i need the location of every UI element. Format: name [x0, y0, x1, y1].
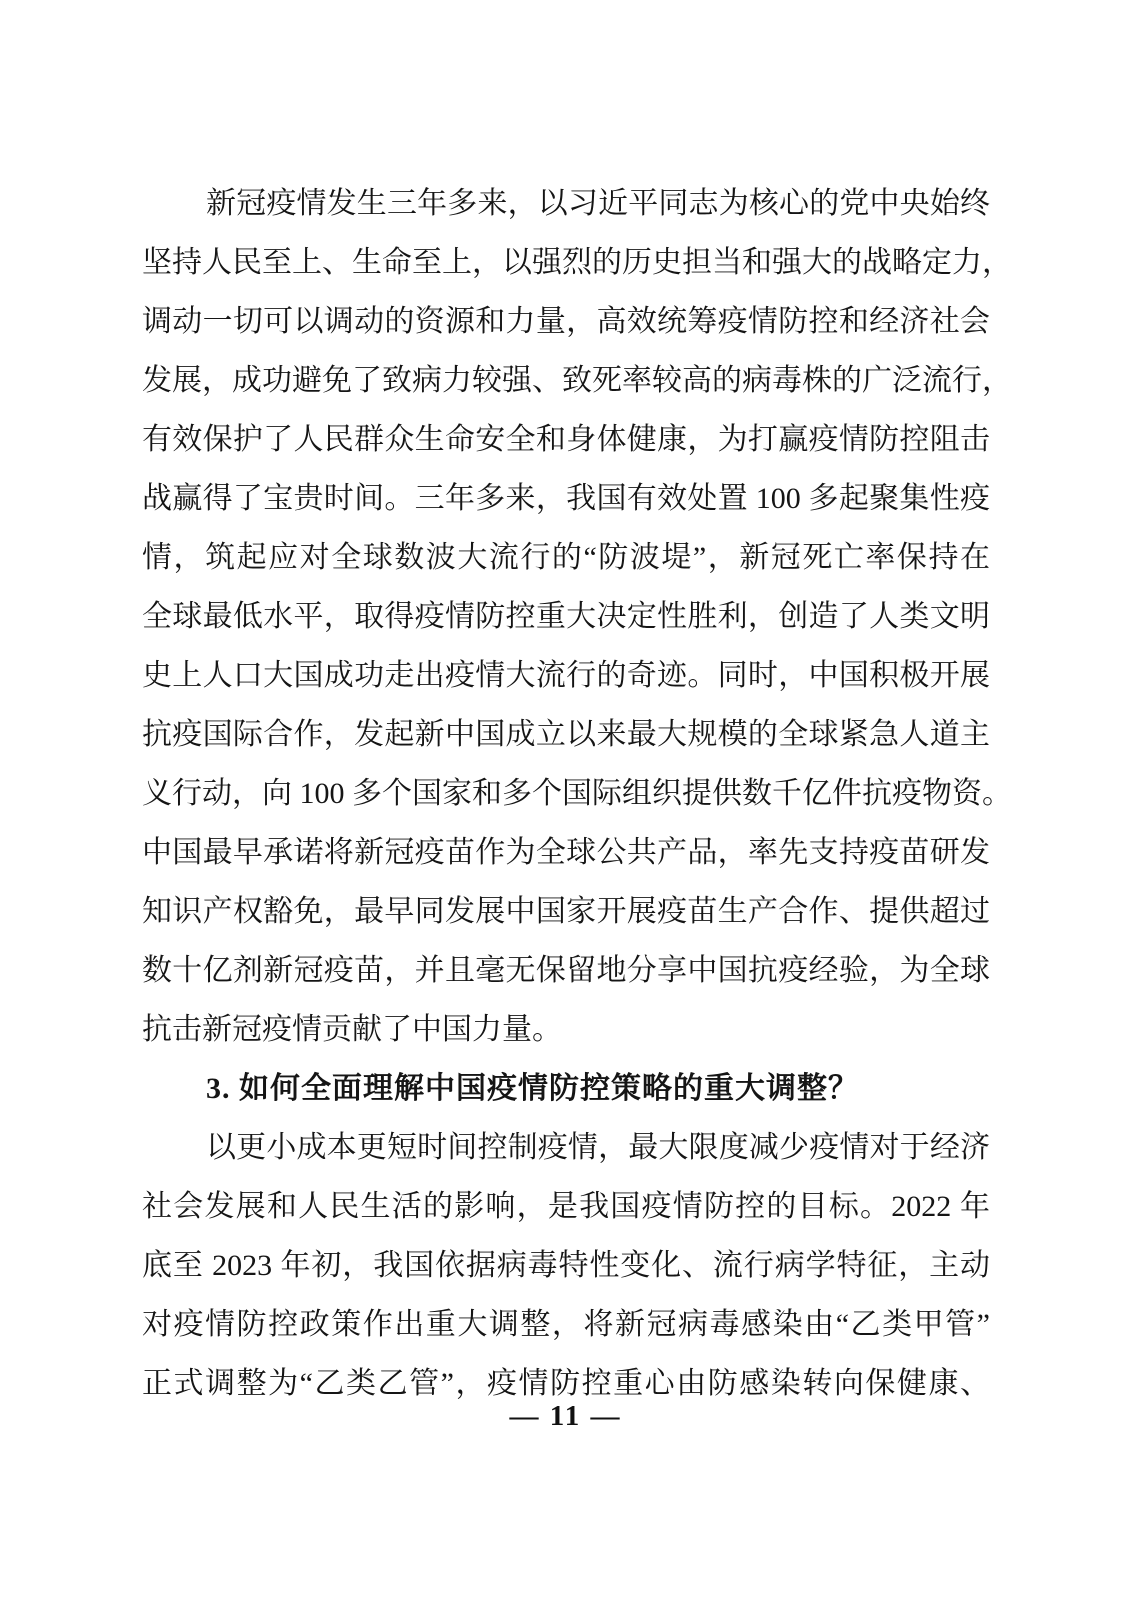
- text-line: 抗击新冠疫情贡献了中国力量。: [142, 1013, 562, 1046]
- text-line: 情，筑起应对全球数波大流行的“防波堤”，新冠死亡率保持在: [142, 541, 990, 574]
- text-line: 坚持人民至上、生命至上，以强烈的历史担当和强大的战略定力，: [142, 246, 1012, 279]
- text-line: 史上人口大国成功走出疫情大流行的奇迹。同时，中国积极开展: [142, 659, 990, 692]
- text-line: 新冠疫情发生三年多来，以习近平同志为核心的党中央始终: [206, 187, 990, 220]
- section-heading: 3. 如何全面理解中国疫情防控策略的重大调整？: [206, 1072, 859, 1105]
- text-line: 全球最低水平，取得疫情防控重大决定性胜利，创造了人类文明: [142, 600, 990, 633]
- text-line: 发展，成功避免了致病力较强、致死率较高的病毒株的广泛流行，: [142, 364, 1012, 397]
- text-line: 调动一切可以调动的资源和力量，高效统筹疫情防控和经济社会: [142, 305, 990, 338]
- text-line: 对疫情防控政策作出重大调整，将新冠病毒感染由“乙类甲管”: [142, 1308, 990, 1341]
- page-number: — 11 —: [509, 1400, 622, 1432]
- text-line: 中国最早承诺将新冠疫苗作为全球公共产品，率先支持疫苗研发: [142, 836, 990, 869]
- text-line: 抗疫国际合作，发起新中国成立以来最大规模的全球紧急人道主: [142, 718, 990, 751]
- text-line: 有效保护了人民群众生命安全和身体健康，为打赢疫情防控阻击: [142, 423, 990, 456]
- text-line: 义行动，向 100 多个国家和多个国际组织提供数千亿件抗疫物资。: [142, 777, 1012, 810]
- text-block: [142, 174, 1012, 1413]
- text-line: 社会发展和人民生活的影响，是我国疫情防控的目标。2022 年: [142, 1190, 990, 1223]
- text-line: 数十亿剂新冠疫苗，并且毫无保留地分享中国抗疫经验，为全球: [142, 954, 990, 987]
- text-line: 底至 2023 年初，我国依据病毒特性变化、流行病学特征，主动: [142, 1249, 990, 1282]
- text-line: 战赢得了宝贵时间。三年多来，我国有效处置 100 多起聚集性疫: [142, 482, 990, 515]
- text-line: 知识产权豁免，最早同发展中国家开展疫苗生产合作、提供超过: [142, 895, 990, 928]
- text-line: 以更小成本更短时间控制疫情，最大限度减少疫情对于经济: [206, 1131, 990, 1164]
- text-line: 正式调整为“乙类乙管”，疫情防控重心由防感染转向保健康、: [142, 1367, 990, 1400]
